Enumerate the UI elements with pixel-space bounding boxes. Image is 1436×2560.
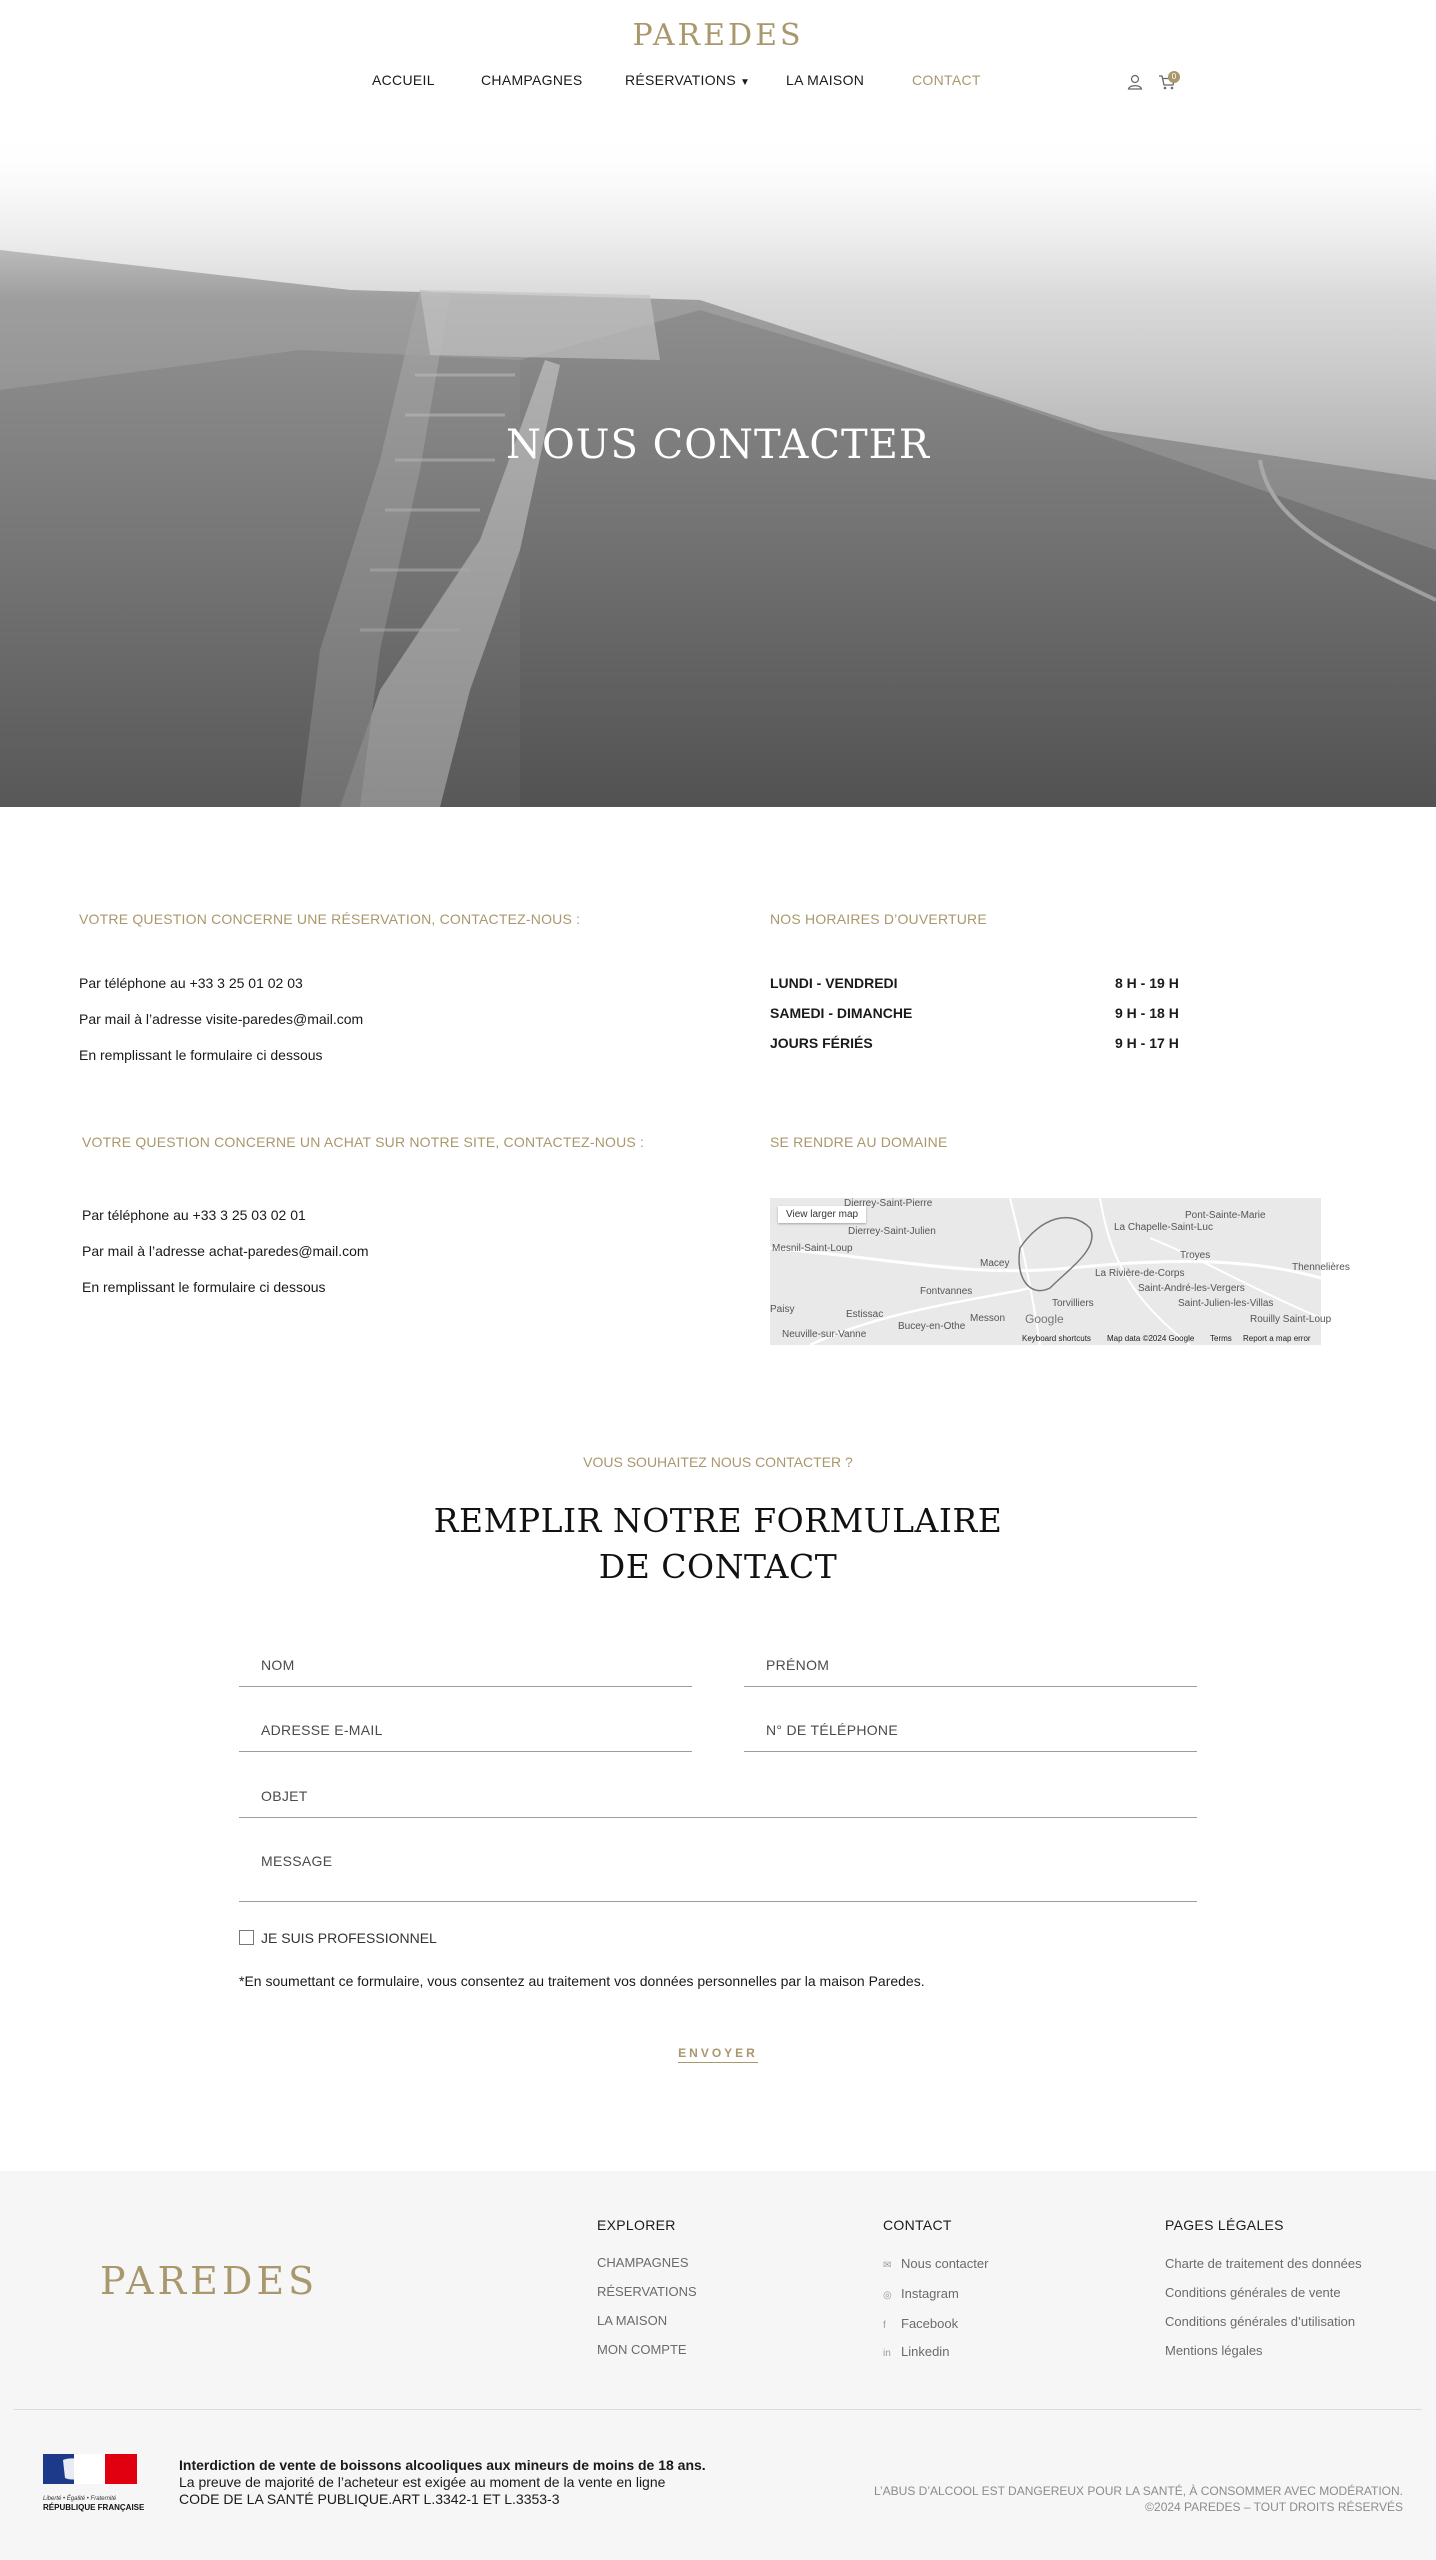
footer-link-cgv[interactable]: Conditions générales de vente — [1165, 2285, 1341, 2300]
form-title-line: REMPLIR NOTRE FORMULAIRE — [433, 1501, 1003, 1540]
map-place-label: Pont-Sainte-Marie — [1185, 1210, 1266, 1221]
hours-time: 8 H - 19 H — [1115, 975, 1179, 991]
footer-link-mentions[interactable]: Mentions légales — [1165, 2343, 1263, 2358]
hero-title: NOUS CONTACTER — [506, 422, 930, 468]
map-place-label: Bucey-en-Othe — [898, 1321, 966, 1332]
reservation-email[interactable]: Par mail à l’adresse visite-paredes@mail.com — [79, 1011, 364, 1027]
republic-name: RÉPUBLIQUE FRANÇAISE — [43, 2503, 145, 2512]
mail-icon: ✉ — [883, 2260, 892, 2271]
footer-link-reservations[interactable]: RÉSERVATIONS — [597, 2284, 697, 2299]
submit-button[interactable]: ENVOYER — [678, 2046, 758, 2063]
footer-legal-title: PAGES LÉGALES — [1165, 2217, 1284, 2233]
legal-notice-line: Interdiction de vente de boissons alcooliques aux mineurs de moins de 18 ans. — [179, 2457, 706, 2473]
prenom-input[interactable] — [744, 1643, 1197, 1686]
nav-item-reservations[interactable] — [625, 72, 750, 88]
nom-input[interactable] — [239, 1643, 692, 1686]
map-place-label: Paisy — [770, 1304, 795, 1315]
site-footer — [0, 2171, 1436, 2560]
reservation-heading: VOTRE QUESTION CONCERNE UNE RÉSERVATION, CONTACTEZ-NOUS : — [79, 911, 581, 927]
hours-heading: NOS HORAIRES D’OUVERTURE — [770, 911, 987, 927]
french-flag-icon — [43, 2454, 137, 2490]
instagram-icon: ◎ — [883, 2290, 892, 2301]
purchase-heading: VOTRE QUESTION CONCERNE UN ACHAT SUR NOTRE SITE, CONTACTEZ-NOUS : — [82, 1134, 645, 1150]
legal-notice — [179, 2457, 706, 2508]
form-title-line: DE CONTACT — [598, 1547, 838, 1586]
map-place-label: Dierrey-Saint-Julien — [848, 1226, 936, 1237]
map-place-label: La Rivière-de-Corps — [1095, 1268, 1185, 1279]
footer-link-mon-compte[interactable]: MON COMPTE — [597, 2342, 687, 2357]
footer-contact-label: Nous contacter — [901, 2256, 989, 2271]
purchase-form-hint: En remplissant le formulaire ci dessous — [82, 1279, 326, 1295]
email-field — [239, 1708, 692, 1752]
footer-link-nous-contacter[interactable] — [883, 2256, 988, 2271]
map-data-credit: Map data ©2024 Google — [1107, 1334, 1195, 1343]
form-title — [0, 1498, 1436, 1590]
hero-banner — [0, 130, 1436, 807]
footer-contact-label: Linkedin — [901, 2344, 950, 2359]
footer-link-linkedin[interactable] — [883, 2344, 949, 2359]
footer-logo[interactable]: PAREDES — [100, 2259, 319, 2303]
footer-link-charte[interactable]: Charte de traitement des données — [1165, 2256, 1362, 2271]
nav-item-champagnes[interactable]: CHAMPAGNES — [481, 72, 583, 88]
footer-contact-title: CONTACT — [883, 2217, 952, 2233]
nav-item-reservations-label: RÉSERVATIONS — [625, 72, 736, 88]
user-icon[interactable] — [1125, 72, 1145, 92]
map-keyboard-shortcuts[interactable]: Keyboard shortcuts — [1022, 1334, 1091, 1343]
hours-time: 9 H - 18 H — [1115, 1005, 1179, 1021]
submit-wrapper — [0, 2044, 1436, 2062]
header-logo[interactable]: PAREDES — [632, 18, 804, 53]
hours-day: LUNDI - VENDREDI — [770, 975, 898, 991]
map-place-label: Saint-Julien-les-Villas — [1178, 1298, 1274, 1309]
location-map[interactable] — [770, 1198, 1350, 1345]
nav-item-contact[interactable]: CONTACT — [912, 72, 981, 88]
map-place-label: Neuville-sur-Vanne — [782, 1329, 867, 1340]
objet-field — [239, 1774, 1197, 1818]
professional-checkbox[interactable] — [239, 1930, 254, 1945]
chevron-down-icon: ▼ — [739, 77, 751, 88]
republique-francaise-logo — [43, 2454, 145, 2516]
nav-item-la-maison[interactable]: LA MAISON — [786, 72, 865, 88]
email-input[interactable] — [239, 1708, 692, 1751]
map-place-label: Rouilly Saint-Loup — [1250, 1314, 1332, 1325]
form-kicker: VOUS SOUHAITEZ NOUS CONTACTER ? — [583, 1454, 853, 1470]
map-place-label: Troyes — [1180, 1250, 1211, 1261]
map-place-label: Macey — [980, 1258, 1010, 1269]
hours-day: SAMEDI - DIMANCHE — [770, 1005, 913, 1021]
linkedin-icon: in — [883, 2348, 891, 2359]
message-field — [239, 1839, 1197, 1902]
reservation-form-hint: En remplissant le formulaire ci dessous — [79, 1047, 323, 1063]
footer-link-cgu[interactable]: Conditions générales d’utilisation — [1165, 2314, 1356, 2329]
main-nav — [0, 72, 1436, 96]
purchase-email[interactable]: Par mail à l’adresse achat-paredes@mail.com — [82, 1243, 369, 1259]
disclaimer-line: L’ABUS D’ALCOOL EST DANGEREUX POUR LA SANTÉ, À CONSOMMER AVEC MODÉRATION. — [873, 2484, 1403, 2498]
nav-item-accueil[interactable]: ACCUEIL — [372, 72, 435, 88]
footer-link-la-maison[interactable]: LA MAISON — [597, 2313, 668, 2328]
footer-divider — [14, 2409, 1422, 2410]
facebook-icon: f — [883, 2320, 886, 2331]
map-place-label: La Chapelle-Saint-Luc — [1114, 1222, 1213, 1233]
map-terms-link[interactable]: Terms — [1210, 1334, 1232, 1343]
map-place-label: Thennelières — [1292, 1262, 1350, 1273]
alcohol-disclaimer — [874, 2483, 1403, 2515]
nom-field — [239, 1643, 692, 1687]
map-place-label: Saint-André-les-Vergers — [1138, 1283, 1245, 1294]
consent-notice: *En soumettant ce formulaire, vous consentez au traitement vos données personnelles par la maison Paredes. — [239, 1973, 925, 1989]
legal-notice-line: CODE DE LA SANTÉ PUBLIQUE.ART L.3342-1 ET L.3353-3 — [179, 2491, 560, 2507]
prenom-field — [744, 1643, 1197, 1687]
view-larger-map-button[interactable]: View larger map — [778, 1206, 866, 1223]
phone-field — [744, 1708, 1197, 1752]
map-place-label: Fontvannes — [920, 1286, 973, 1297]
professional-checkbox-label[interactable]: JE SUIS PROFESSIONNEL — [261, 1930, 437, 1946]
footer-explorer-title: EXPLORER — [597, 2217, 676, 2233]
map-place-label: Estissac — [846, 1309, 884, 1320]
cart-count-badge: 0 — [1168, 71, 1180, 83]
map-report-error-link[interactable]: Report a map error — [1243, 1334, 1311, 1343]
map-place-label: Messon — [970, 1313, 1006, 1324]
directions-heading: SE RENDRE AU DOMAINE — [770, 1134, 948, 1150]
footer-contact-label: Instagram — [901, 2286, 959, 2301]
footer-link-facebook[interactable] — [883, 2316, 958, 2331]
footer-contact-label: Facebook — [901, 2316, 959, 2331]
purchase-phone[interactable]: Par téléphone au +33 3 25 03 02 01 — [82, 1207, 306, 1223]
map-place-label: Dierrey-Saint-Pierre — [844, 1198, 933, 1209]
hero-landscape-image — [0, 130, 1436, 807]
hours-day: JOURS FÉRIÉS — [770, 1035, 873, 1051]
reservation-phone[interactable]: Par téléphone au +33 3 25 01 02 03 — [79, 975, 303, 991]
message-textarea[interactable] — [239, 1839, 1197, 1901]
site-header — [0, 0, 1436, 130]
objet-input[interactable] — [239, 1774, 1197, 1817]
phone-input[interactable] — [744, 1708, 1197, 1751]
footer-link-champagnes[interactable]: CHAMPAGNES — [597, 2255, 689, 2270]
google-logo: Google — [1025, 1312, 1064, 1326]
republic-motto: Liberté • Égalité • Fraternité — [43, 2496, 117, 2502]
map-place-label: Torvilliers — [1052, 1298, 1094, 1309]
map-place-label: Mesnil-Saint-Loup — [772, 1243, 853, 1254]
legal-notice-line: La preuve de majorité de l’acheteur est exigée au moment de la vente en ligne — [179, 2474, 666, 2490]
hours-time: 9 H - 17 H — [1115, 1035, 1179, 1051]
footer-link-instagram[interactable] — [883, 2286, 959, 2301]
copyright: ©2024 PAREDES – TOUT DROITS RÉSERVÉS — [1145, 2500, 1403, 2514]
